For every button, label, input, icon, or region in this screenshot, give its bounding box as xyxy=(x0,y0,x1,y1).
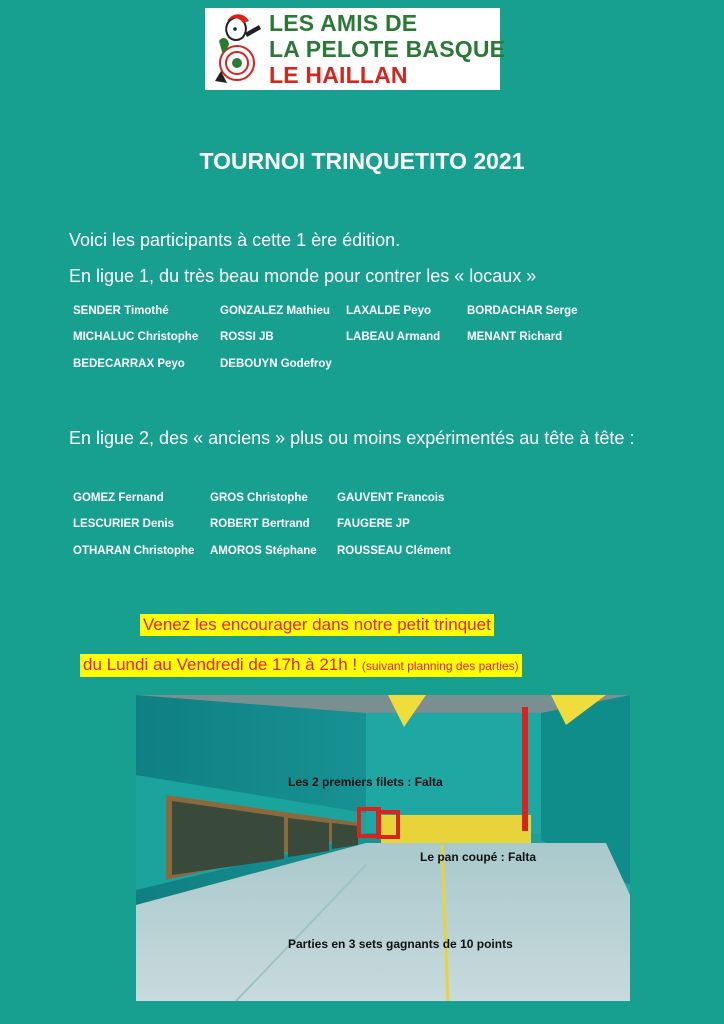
ligue2-player: AMOROS Stéphane xyxy=(210,545,317,557)
logo-text-line3: LE HAILLAN xyxy=(269,62,408,88)
ligue2-player: GROS Christophe xyxy=(210,492,308,504)
encourage-banner xyxy=(140,614,494,636)
page-title: TOURNOI TRINQUETITO 2021 xyxy=(199,148,525,174)
ligue2-player: GAUVENT Francois xyxy=(337,492,445,504)
trinquet-court-photo xyxy=(136,695,630,1001)
logo-text-line1: LES AMIS DE xyxy=(269,10,418,36)
court-label-pan-coupe: Le pan coupé : Falta xyxy=(420,850,537,864)
ligue2-player: LESCURIER Denis xyxy=(73,518,174,530)
ligue1-player: BEDECARRAX Peyo xyxy=(73,358,185,370)
ligue1-player: LAXALDE Peyo xyxy=(346,305,431,317)
ligue1-player: SENDER Timothé xyxy=(73,305,169,317)
banner-note: (suivant planning des parties) xyxy=(361,659,519,673)
ligue2-player: ROUSSEAU Clément xyxy=(337,545,451,557)
ligue2-player: GOMEZ Fernand xyxy=(73,492,164,504)
ligue1-player: GONZALEZ Mathieu xyxy=(220,305,330,317)
ligue1-heading: En ligue 1, du très beau monde pour contrer les « locaux » xyxy=(69,266,537,286)
ligue1-player: MENANT Richard xyxy=(467,331,563,343)
ligue1-player: BORDACHAR Serge xyxy=(467,305,578,317)
pelotari-mascot-icon xyxy=(209,11,265,87)
court-label-filets: Les 2 premiers filets : Falta xyxy=(288,775,443,789)
ligue1-player: DEBOUYN Godefroy xyxy=(220,358,332,370)
court-label-sets: Parties en 3 sets gagnants de 10 points xyxy=(288,937,513,951)
logo-text-line2: LA PELOTE BASQUE xyxy=(269,36,506,62)
schedule-banner xyxy=(80,654,522,677)
club-logo xyxy=(205,8,506,90)
ligue2-player: ROBERT Bertrand xyxy=(210,518,310,530)
court-illustration xyxy=(136,695,630,1001)
ligue1-player: MICHALUC Christophe xyxy=(73,331,199,343)
ligue2-heading: En ligue 2, des « anciens » plus ou moins expérimentés au tête à tête : xyxy=(69,428,635,448)
intro-text: Voici les participants à cette 1 ère édition. xyxy=(69,230,401,250)
ligue1-player: LABEAU Armand xyxy=(346,331,441,343)
ligue2-player: OTHARAN Christophe xyxy=(73,545,195,557)
banner-line2: du Lundi au Vendredi de 17h à 21h ! xyxy=(83,655,358,674)
ligue1-player: ROSSI JB xyxy=(220,331,274,343)
banner-line1: Venez les encourager dans notre petit trinquet xyxy=(143,615,491,634)
ligue2-player: FAUGERE JP xyxy=(337,518,410,530)
